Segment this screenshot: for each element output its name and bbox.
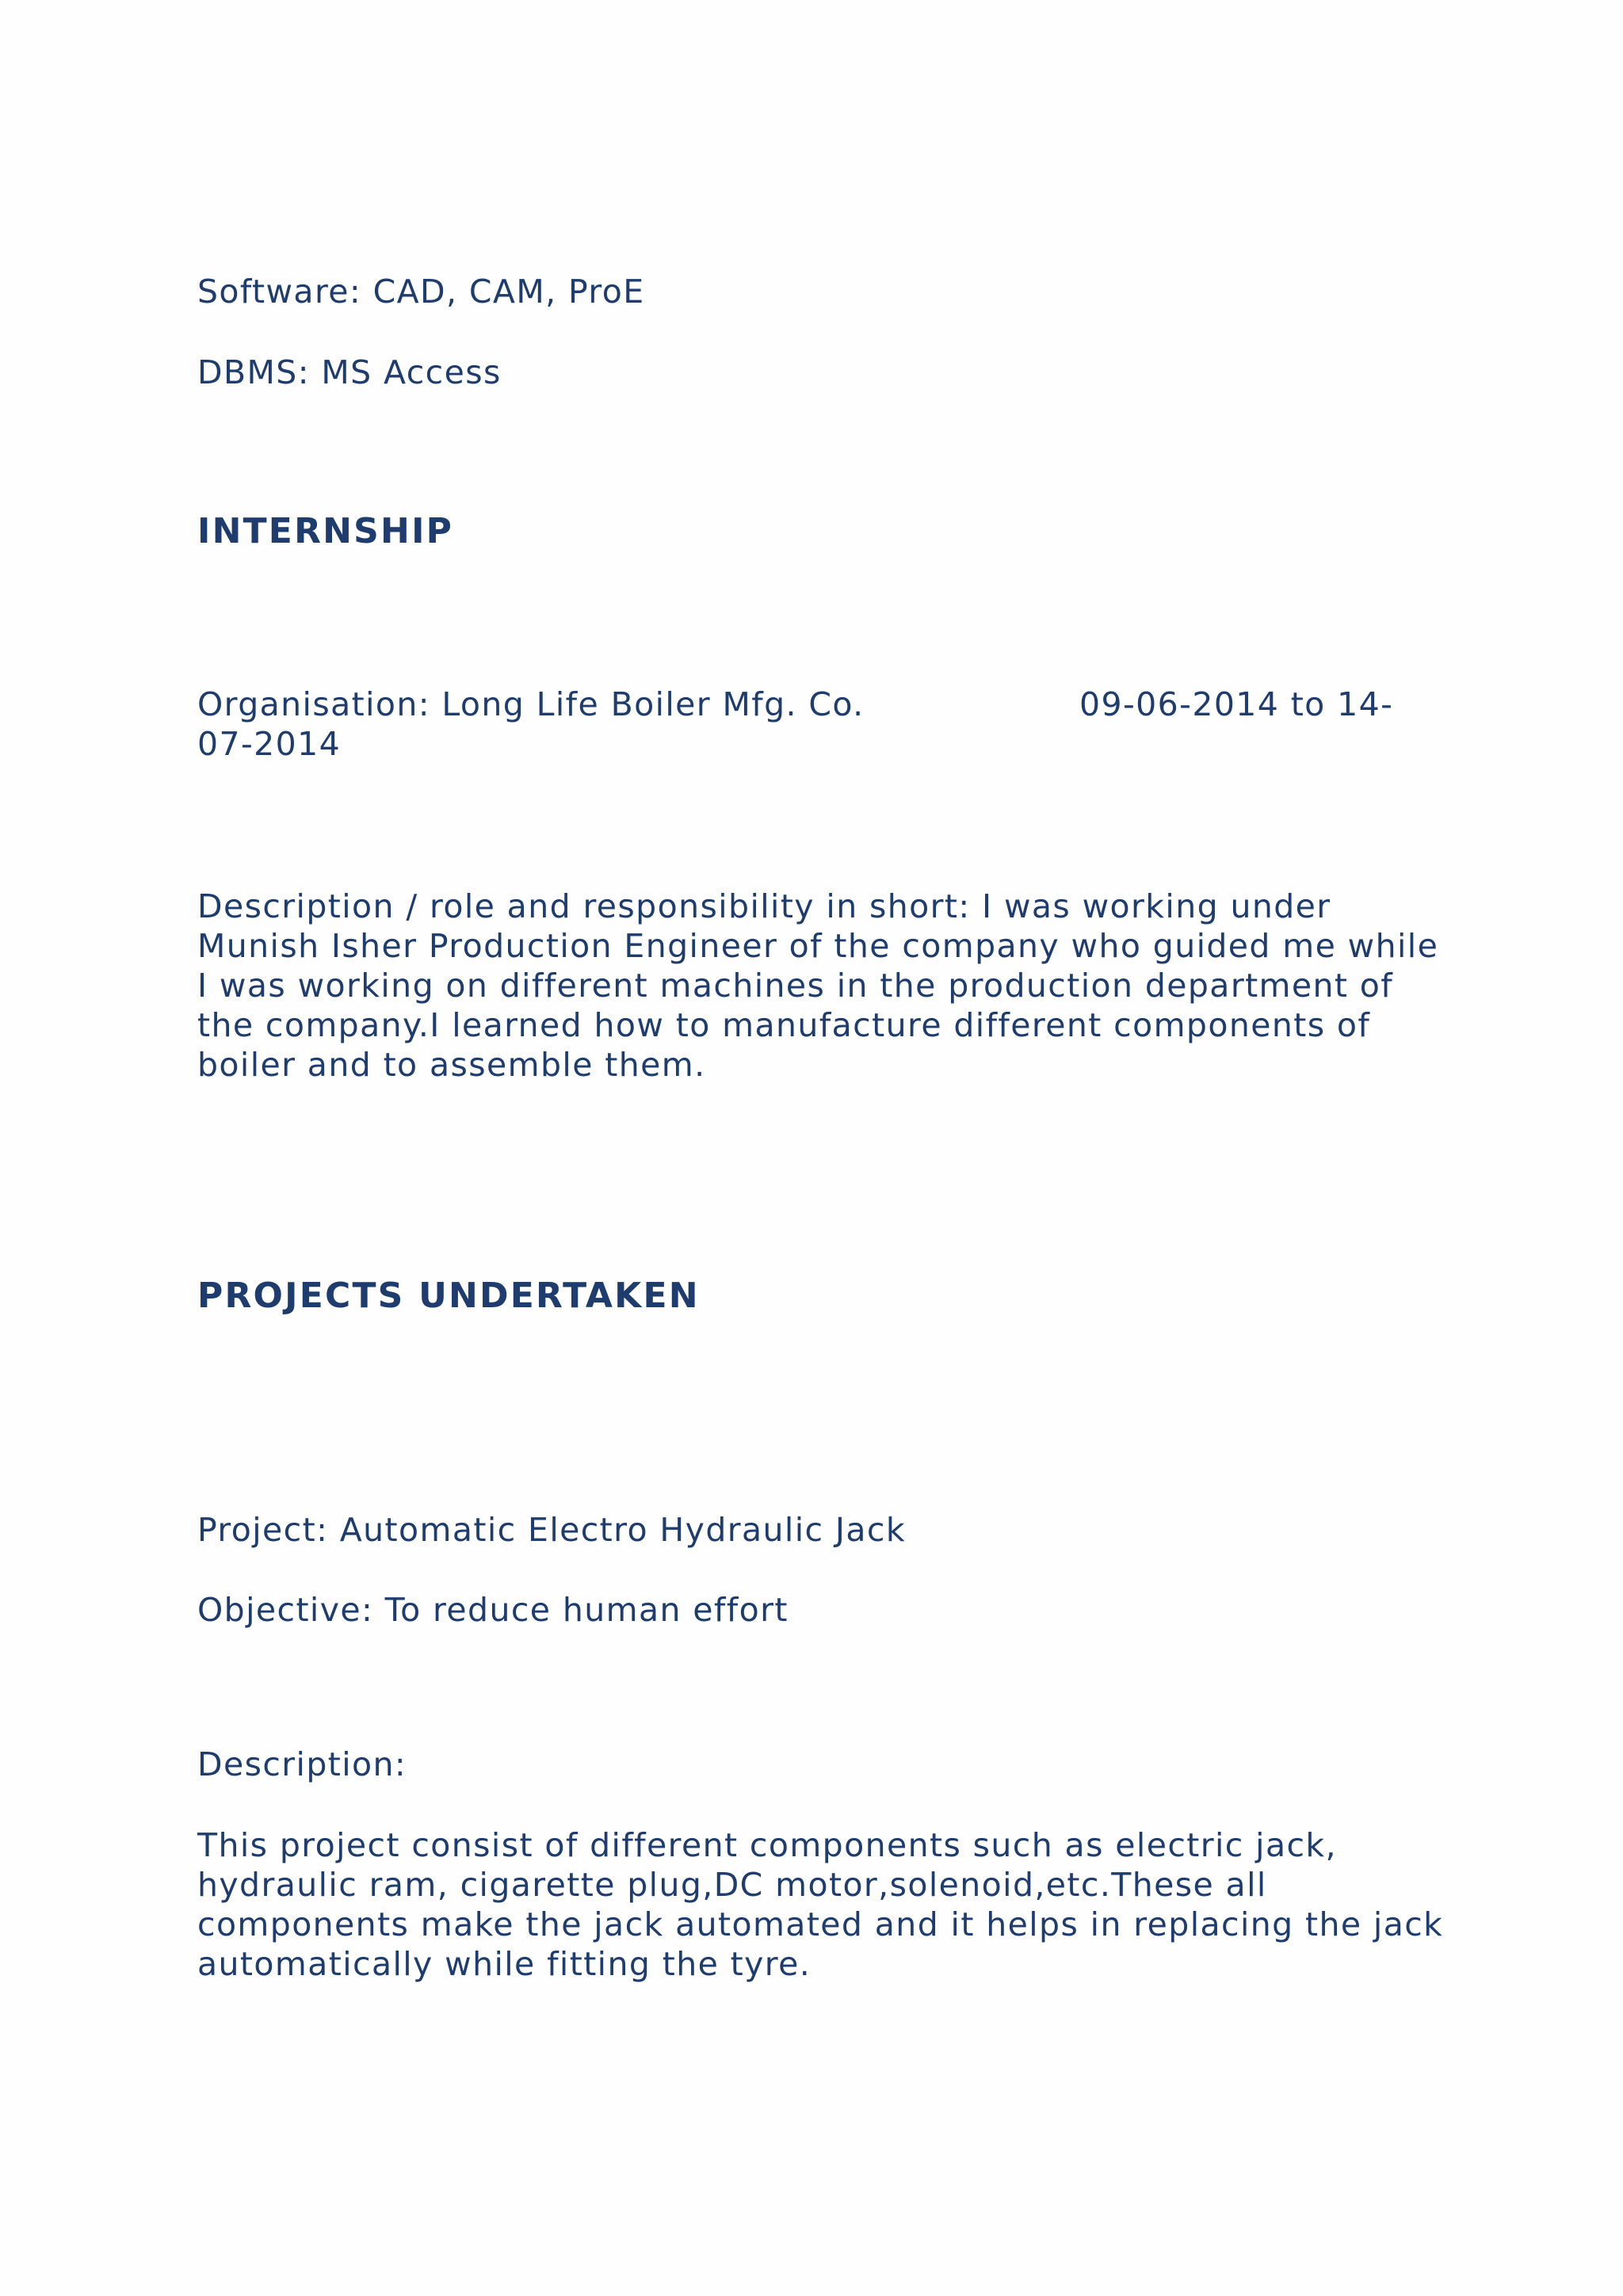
description-line: hydraulic ram, cigarette plug,DC motor,solenoid,etc.These all [197, 1866, 1267, 1904]
software-skills: Software: CAD, CAM, ProE [197, 273, 645, 311]
projects-heading: PROJECTS UNDERTAKEN [197, 1276, 700, 1316]
internship-organisation-line [197, 685, 1434, 732]
internship-organisation: Organisation: Long Life Boiler Mfg. Co. [197, 685, 865, 723]
project-objective: Objective: To reduce human effort [197, 1591, 789, 1629]
dbms-skills: DBMS: MS Access [197, 353, 502, 391]
internship-dates: 09-06-2014 to 14- [1079, 685, 1394, 723]
project-description-label: Description: [197, 1745, 407, 1783]
description-line: Description / role and responsibility in short: I was working under [197, 887, 1331, 925]
description-line: I was working on different machines in the production department of [197, 967, 1394, 1005]
project-title: Project: Automatic Electro Hydraulic Jack [197, 1511, 906, 1549]
description-line: Munish Isher Production Engineer of the company who guided me while [197, 927, 1439, 965]
description-line: boiler and to assemble them. [197, 1046, 706, 1084]
description-line: the company.I learned how to manufacture different components of [197, 1006, 1371, 1044]
description-line: components make the jack automated and it helps in replacing the jack [197, 1905, 1444, 1943]
internship-description [197, 887, 1438, 1085]
internship-dates-continued: 07-2014 [197, 725, 342, 763]
project-description [197, 1825, 1443, 1984]
description-line: This project consist of different components such as electric jack, [197, 1826, 1337, 1864]
description-line: automatically while fitting the tyre. [197, 1945, 812, 1983]
internship-heading: INTERNSHIP [197, 511, 454, 551]
